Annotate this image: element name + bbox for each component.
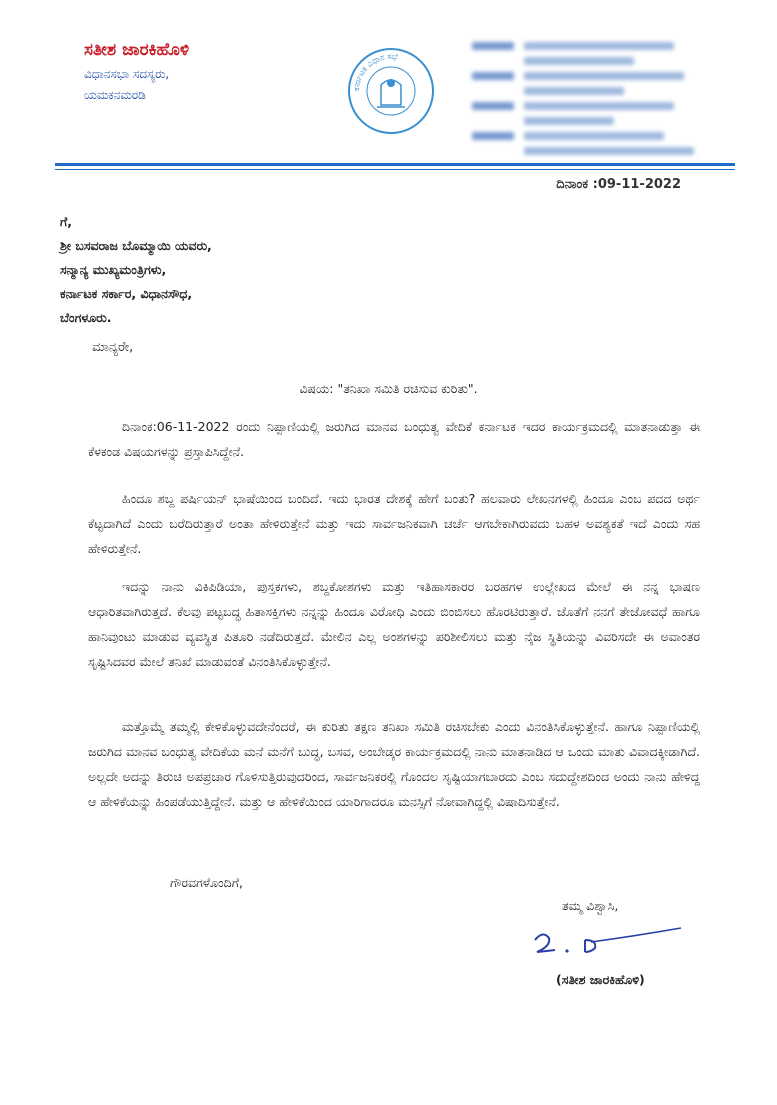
subject-line: ವಿಷಯ: "ತನಿಖಾ ಸಮಿತಿ ರಚಿಸುವ ಕುರಿತು".: [299, 381, 478, 396]
emblem-ring-text: ಕರ್ನಾಟಕ ವಿಧಾನ ಸಭೆ: [351, 51, 399, 92]
header-divider-thin: [55, 169, 735, 170]
signatory-name: (ಸತೀಶ ಜಾರಕಿಹೊಳಿ): [556, 972, 645, 987]
body-paragraph-3: ಇದನ್ನು ನಾನು ವಿಕಿಪಿಡಿಯಾ, ಪುಸ್ತಕಗಳು, ಶಬ್ದಕೋಶಗಳು ಮತ್ತು ಇತಿಹಾಸಕಾರರ ಬರಹಗಳ ಉಲ್ಲೇಖದ ಮೇಲೆ ಈ ನನ್ನ ಭಾಷಣ ಆಧಾರಿತವಾಗಿರುತ್ತದೆ. ಕೆಲವು ಪಟ್ಟಬದ್ಧ ಹಿತಾಸಕ್ತಿಗಳು ನನ್ನನ್ನು ಹಿಂದೂ ವಿರೋಧಿ ಎಂದು ಬಿಂಬಿಸಲು ಹೊರಟಿರುತ್ತಾರೆ. ಜೊತೆಗೆ ನನಗೆ ತೇಜೋವಧೆ ಹಾಗೂ ಹಾನಿವುಂಟು ಮಾಡುವ ವ್ಯವಸ್ಥಿತ ಪಿತೂರಿ ನಡೆದಿರುತ್ತದೆ. ಮೇಲಿನ ಎಲ್ಲ ಅಂಶಗಳನ್ನು ಪರಿಶೀಲಿಸಲು ಮತ್ತು ನೈಜ ಸ್ಥಿತಿಯನ್ನು ವಿವರಿಸದೇ ಈ ಅವಾಂತರ ಸೃಷ್ಟಿಸಿದವರ ಮೇಲೆ ತನಿಖೆ ಮಾಡುವಂತೆ ವಿನಂತಿಸಿಕೊಳ್ಳುತ್ತೇನೆ.: [88, 579, 700, 669]
header-divider: [55, 163, 735, 166]
yours-line: ತಮ್ಮ ವಿಶ್ವಾಸಿ,: [562, 898, 619, 913]
recipient-to: ಗೆ,: [60, 214, 73, 229]
body-paragraph-2: ಹಿಂದೂ ಶಬ್ದ ಪರ್ಷಿಯನ್ ಭಾಷೆಯಿಂದ ಬಂದಿದೆ. ಇದು ಭಾರತ ದೇಶಕ್ಕೆ ಹೇಗೆ ಬಂತು? ಹಲವಾರು ಲೇಖನಗಳಲ್ಲಿ ಹಿಂದೂ ಎಂಬ ಪದದ ಅರ್ಥ ಕೆಟ್ಟದಾಗಿದೆ ಎಂದು ಬರೆದಿರುತ್ತಾರೆ ಅಂತಾ ಹೇಳಿರುತ್ತೇನೆ ಮತ್ತು ಇದು ಸಾರ್ವಜನಿಕವಾಗಿ ಚರ್ಚೆ ಆಗಬೇಕಾಗಿರುವದು ಬಹಳ ಅವಶ್ಯಕತೆ ಇದೆ ಎಂದು ಸಹ ಹೇಳಿರುತ್ತೇನೆ.: [88, 491, 700, 556]
recipient-title: ಸನ್ಮಾನ್ಯ ಮುಖ್ಯಮಂತ್ರಿಗಳು,: [60, 262, 167, 277]
signature-icon: [525, 918, 685, 968]
sender-name: ಸತೀಶ ಜಾರಕಿಹೊಳಿ: [84, 40, 190, 60]
salutation: ಮಾನ್ಯರೇ,: [92, 340, 134, 355]
recipient-name: ಶ್ರೀ ಬಸವರಾಜ ಬೊಮ್ಮಾಯಿ ಯವರು,: [60, 238, 212, 253]
letter-date: ದಿನಾಂಕ :09-11-2022: [556, 177, 681, 192]
closing-line: ಗೌರವಗಳೊಂದಿಗೆ,: [170, 875, 243, 890]
body-paragraph-4: ಮತ್ತೊಮ್ಮೆ ತಮ್ಮಲ್ಲಿ ಕೇಳಿಕೊಳ್ಳುವದೇನೆಂದರೆ, ಈ ಕುರಿತು ತಕ್ಷಣ ತನಿಖಾ ಸಮಿತಿ ರಚಿಸಬೇಕು ಎಂದು ವಿನಂತಿಸಿಕೊಳ್ಳುತ್ತೇನೆ. ಹಾಗೂ ನಿಪ್ಪಾಣಿಯಲ್ಲಿ ಜರುಗಿದ ಮಾನವ ಬಂಧುತ್ವ ವೇದಿಕೆಯ ಮನೆ ಮನೆಗೆ ಬುದ್ಧ, ಬಸವ, ಅಂಬೇಡ್ಕರ ಕಾರ್ಯಕ್ರಮದಲ್ಲಿ ನಾನು ಮಾತನಾಡಿದ ಆ ಒಂದು ಮಾತು ವಿವಾದಕ್ಕೀಡಾಗಿದೆ. ಅಲ್ಲದೇ ಅದನ್ನು ತಿರುಚಿ ಅಪಪ್ರಚಾರ ಗೊಳಿಸುತ್ತಿರುವುದರಿಂದ, ಸಾರ್ವಜನಿಕರಲ್ಲಿ ಗೊಂದಲ ಸೃಷ್ಟಿಯಾಗಬಾರದು ಎಂಬ ಸದುದ್ದೇಶದಿಂದ ಅಂದು ನಾನು ಹೇಳಿದ್ದ ಆ ಹೇಳಿಕೆಯನ್ನು ಹಿಂಪಡೆಯುತ್ತಿದ್ದೇನೆ. ಮತ್ತು ಆ ಹೇಳಿಕೆಯಿಂದ ಯಾರಿಗಾದರೂ ಮನಸ್ಸಿಗೆ ನೋವಾಗಿದ್ದಲ್ಲಿ ವಿಷಾದಿಸುತ್ತೇನೆ.: [88, 719, 700, 809]
recipient-address: [60, 210, 212, 330]
recipient-city: ಬೆಂಗಳೂರು.: [60, 310, 112, 325]
sender-designation: ವಿಧಾನಸಭಾ ಸದಸ್ಯರು,: [84, 67, 170, 81]
body-paragraph-1: ದಿನಾಂಕ:06-11-2022 ರಂದು ನಿಪ್ಪಾಣಿಯಲ್ಲಿ ಜರುಗಿದ ಮಾನವ ಬಂಧುತ್ವ ವೇದಿಕೆ ಕರ್ನಾಟಕ ಇದರ ಕಾರ್ಯಕ್ರಮದಲ್ಲಿ ಮಾತನಾಡುತ್ತಾ ಈ ಕೆಳಕಂಡ ವಿಷಯಗಳನ್ನು ಪ್ರಸ್ತಾಪಿಸಿದ್ದೇನೆ.: [88, 419, 700, 459]
redacted-contact-block: [472, 42, 722, 152]
recipient-office: ಕರ್ನಾಟಕ ಸರ್ಕಾರ, ವಿಧಾನಸೌಧ,: [60, 286, 193, 301]
assembly-emblem-icon: [347, 47, 435, 135]
sender-constituency: ಯಮಕನಮರಡಿ: [84, 88, 146, 102]
